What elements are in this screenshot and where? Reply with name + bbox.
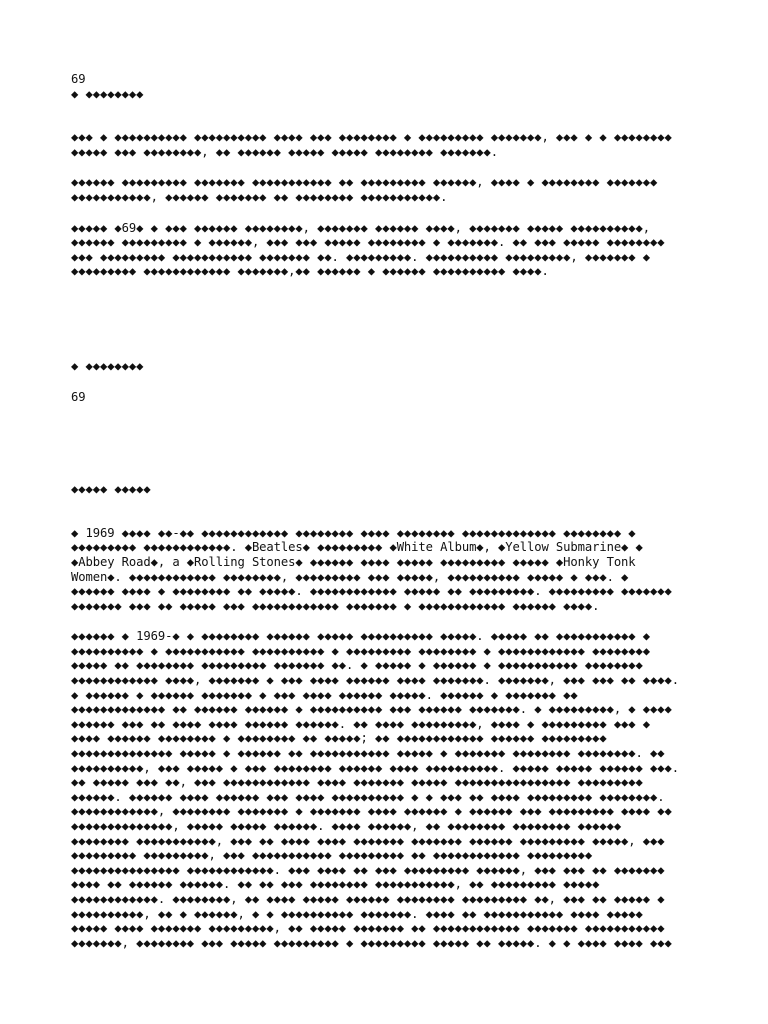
paragraph: ◆◆◆◆◆◆ ◆◆◆◆◆◆◆◆◆ ◆◆◆◆◆◆◆ ◆◆◆◆◆◆◆◆◆◆◆ ◆◆ ◆◆◆◆◆◆◆◆◆ ◆◆◆◆◆◆, ◆◆◆◆ ◆ ◆◆◆◆◆◆◆◆ ◆◆◆◆◆◆◆ ◆◆◆◆◆◆◆◆◆◆◆, ◆◆◆◆◆◆ ◆◆◆◆◆◆◆ ◆◆ ◆◆◆◆◆◆◆◆ ◆◆◆◆◆◆◆◆◆◆◆. <box>71 175 658 204</box>
paragraph: ◆◆◆◆◆ ◆69◆ ◆ ◆◆◆ ◆◆◆◆◆◆ ◆◆◆◆◆◆◆◆, ◆◆◆◆◆◆◆ ◆◆◆◆◆◆ ◆◆◆◆, ◆◆◆◆◆◆◆ ◆◆◆◆◆ ◆◆◆◆◆◆◆◆◆◆, ◆◆◆◆◆◆ ◆◆◆◆◆◆◆◆◆ ◆ ◆◆◆◆◆◆, ◆◆◆ ◆◆◆ ◆◆◆◆◆ ◆◆◆◆◆◆◆◆ ◆ ◆◆◆◆◆◆◆. ◆◆ ◆◆◆ ◆◆◆◆◆ ◆◆◆◆◆◆◆◆ ◆◆◆ ◆◆◆◆◆◆◆◆◆ ◆◆◆◆◆◆◆◆◆◆◆ ◆◆◆◆◆◆◆ ◆◆. ◆◆◆◆◆◆◆◆◆. ◆◆◆◆◆◆◆◆◆◆ ◆◆◆◆◆◆◆◆◆, ◆◆◆◆◆◆◆ ◆ ◆◆◆◆◆◆◆◆◆ ◆◆◆◆◆◆◆◆◆◆◆◆ ◆◆◆◆◆◆◆,◆◆ ◆◆◆◆◆◆ ◆ ◆◆◆◆◆◆ ◆◆◆◆◆◆◆◆◆◆ ◆◆◆◆. <box>71 220 665 279</box>
paragraph: ◆◆◆ ◆ ◆◆◆◆◆◆◆◆◆◆ ◆◆◆◆◆◆◆◆◆◆ ◆◆◆◆ ◆◆◆ ◆◆◆◆◆◆◆◆ ◆ ◆◆◆◆◆◆◆◆◆ ◆◆◆◆◆◆◆, ◆◆◆ ◆ ◆ ◆◆◆◆◆◆◆◆ ◆◆◆◆◆ ◆◆◆ ◆◆◆◆◆◆◆◆, ◆◆ ◆◆◆◆◆◆ ◆◆◆◆◆ ◆◆◆◆◆ ◆◆◆◆◆◆◆◆ ◆◆◆◆◆◆◆. <box>71 130 672 159</box>
section-label: ◆ ◆◆◆◆◆◆◆◆ <box>71 358 144 373</box>
section-page-number: 69 <box>71 389 86 404</box>
chapter-title: ◆◆◆◆◆ ◆◆◆◆◆ <box>71 482 151 497</box>
page-number: 69 <box>71 72 86 86</box>
paragraph: ◆◆◆◆◆◆ ◆ 1969-◆ ◆ ◆◆◆◆◆◆◆◆ ◆◆◆◆◆◆ ◆◆◆◆◆ ◆◆◆◆◆◆◆◆◆◆ ◆◆◆◆◆. ◆◆◆◆◆ ◆◆ ◆◆◆◆◆◆◆◆◆◆◆ ◆ ◆◆◆◆◆◆◆◆◆◆ ◆ ◆◆◆◆◆◆◆◆◆◆◆ ◆◆◆◆◆◆◆◆◆◆ ◆ ◆◆◆◆◆◆◆◆◆ ◆◆◆◆◆◆◆◆ ◆ ◆◆◆◆◆◆◆◆◆◆◆◆ ◆◆◆◆◆◆◆◆ ◆◆◆◆◆ ◆◆ ◆◆◆◆◆◆◆◆ ◆◆◆◆◆◆◆◆◆ ◆◆◆◆◆◆◆ ◆◆. ◆ ◆◆◆◆◆ ◆ ◆◆◆◆◆◆ ◆ ◆◆◆◆◆◆◆◆◆◆◆ ◆◆◆◆◆◆◆◆ ◆◆◆◆◆◆◆◆◆◆◆◆ ◆◆◆◆, ◆◆◆◆◆◆◆ ◆ ◆◆◆ ◆◆◆◆ ◆◆◆◆◆◆ ◆◆◆◆ ◆◆◆◆◆◆◆. ◆◆◆◆◆◆◆, ◆◆◆ ◆◆◆ ◆◆ ◆◆◆◆. ◆ ◆◆◆◆◆◆ ◆ ◆◆◆◆◆◆ ◆◆◆◆◆◆◆ ◆ ◆◆◆ ◆◆◆◆ ◆◆◆◆◆◆ ◆◆◆◆◆. ◆◆◆◆◆◆ ◆ ◆◆◆◆◆◆◆ ◆◆ ◆◆◆◆◆◆◆◆◆◆◆◆◆ ◆◆ ◆◆◆◆◆◆ ◆◆◆◆◆◆ ◆ ◆◆◆◆◆◆◆◆◆◆ ◆◆◆ ◆◆◆◆◆◆ ◆◆◆◆◆◆◆. ◆ ◆◆◆◆◆◆◆◆◆, ◆ ◆◆◆◆ ◆◆◆◆◆◆ ◆◆◆ ◆◆ ◆◆◆◆ ◆◆◆◆ ◆◆◆◆◆◆ ◆◆◆◆◆◆. ◆◆ ◆◆◆◆ ◆◆◆◆◆◆◆◆◆, ◆◆◆◆ ◆ ◆◆◆◆◆◆◆◆◆ ◆◆◆ ◆ ◆◆◆◆ ◆◆◆◆◆◆ ◆◆◆◆◆◆◆◆ ◆ ◆◆◆◆◆◆◆◆ ◆◆ ◆◆◆◆◆; ◆◆ ◆◆◆◆◆◆◆◆◆◆◆◆ ◆◆◆◆◆◆ ◆◆◆◆◆◆◆◆◆ ◆◆◆◆◆◆◆◆◆◆◆◆◆◆ ◆◆◆◆◆ ◆ ◆◆◆◆◆◆ ◆◆ ◆◆◆◆◆◆◆◆◆◆◆ ◆◆◆◆◆ ◆ ◆◆◆◆◆◆◆ ◆◆◆◆◆◆◆◆ ◆◆◆◆◆◆◆◆. ◆◆ ◆◆◆◆◆◆◆◆◆◆, ◆◆◆ ◆◆◆◆◆ ◆ ◆◆◆ ◆◆◆◆◆◆◆◆ ◆◆◆◆◆◆ ◆◆◆◆ ◆◆◆◆◆◆◆◆◆◆. ◆◆◆◆◆ ◆◆◆◆◆ ◆◆◆◆◆◆ ◆◆◆. ◆◆ ◆◆◆◆◆ ◆◆◆ ◆◆, ◆◆◆ ◆◆◆◆◆◆◆◆◆◆◆◆ ◆◆◆◆ ◆◆◆◆◆◆◆ ◆◆◆◆◆ ◆◆◆◆◆◆◆◆◆◆◆◆◆◆◆◆ ◆◆◆◆◆◆◆◆◆ ◆◆◆◆◆◆. ◆◆◆◆◆◆ ◆◆◆◆ ◆◆◆◆◆◆ ◆◆◆ ◆◆◆◆ ◆◆◆◆◆◆◆◆◆◆ ◆ ◆ ◆◆◆ ◆◆ ◆◆◆◆ ◆◆◆◆◆◆◆◆◆ ◆◆◆◆◆◆◆◆. ◆◆◆◆◆◆◆◆◆◆◆◆, ◆◆◆◆◆◆◆◆ ◆◆◆◆◆◆◆ ◆ ◆◆◆◆◆◆◆ ◆◆◆◆ ◆◆◆◆◆◆ ◆ ◆◆◆◆◆◆ ◆◆◆ ◆◆◆◆◆◆◆◆◆ ◆◆◆◆ ◆◆ ◆◆◆◆◆◆◆◆◆◆◆◆◆◆, ◆◆◆◆◆ ◆◆◆◆◆ ◆◆◆◆◆◆. ◆◆◆◆ ◆◆◆◆◆◆, ◆◆ ◆◆◆◆◆◆◆◆ ◆◆◆◆◆◆◆◆ ◆◆◆◆◆◆ ◆◆◆◆◆◆◆◆ ◆◆◆◆◆◆◆◆◆◆◆, ◆◆◆ ◆◆ ◆◆◆◆ ◆◆◆◆ ◆◆◆◆◆◆◆ ◆◆◆◆◆◆◆ ◆◆◆◆◆◆ ◆◆◆◆◆◆◆◆◆ ◆◆◆◆◆, ◆◆◆ ◆◆◆◆◆◆◆◆◆ ◆◆◆◆◆◆◆◆◆, ◆◆◆ ◆◆◆◆◆◆◆◆◆◆◆ ◆◆◆◆◆◆◆◆◆ ◆◆ ◆◆◆◆◆◆◆◆◆◆◆◆ ◆◆◆◆◆◆◆◆◆ ◆◆◆◆◆◆◆◆◆◆◆◆◆◆◆ ◆◆◆◆◆◆◆◆◆◆◆◆. ◆◆◆ ◆◆◆◆ ◆◆ ◆◆◆ ◆◆◆◆◆◆◆◆◆ ◆◆◆◆◆◆, ◆◆◆ ◆◆◆ ◆◆ ◆◆◆◆◆◆◆ ◆◆◆◆ ◆◆ ◆◆◆◆◆◆ ◆◆◆◆◆◆. ◆◆ ◆◆ ◆◆◆ ◆◆◆◆◆◆◆◆ ◆◆◆◆◆◆◆◆◆◆◆, ◆◆ ◆◆◆◆◆◆◆◆◆ ◆◆◆◆◆ ◆◆◆◆◆◆◆◆◆◆◆◆. ◆◆◆◆◆◆◆◆, ◆◆ ◆◆◆◆ ◆◆◆◆◆ ◆◆◆◆◆◆ ◆◆◆◆◆◆◆◆ ◆◆◆◆◆◆◆◆◆ ◆◆, ◆◆◆ ◆◆ ◆◆◆◆◆ ◆ ◆◆◆◆◆◆◆◆◆◆, ◆◆ ◆ ◆◆◆◆◆◆, ◆ ◆ ◆◆◆◆◆◆◆◆◆◆ ◆◆◆◆◆◆◆. ◆◆◆◆ ◆◆ ◆◆◆◆◆◆◆◆◆◆◆ ◆◆◆◆ ◆◆◆◆◆ ◆◆◆◆◆ ◆◆◆◆ ◆◆◆◆◆◆◆ ◆◆◆◆◆◆◆◆◆, ◆◆ ◆◆◆◆◆ ◆◆◆◆◆◆◆ ◆◆ ◆◆◆◆◆◆◆◆◆◆◆◆ ◆◆◆◆◆◆◆ ◆◆◆◆◆◆◆◆◆◆◆ ◆◆◆◆◆◆◆, ◆◆◆◆◆◆◆◆ ◆◆◆ ◆◆◆◆◆ ◆◆◆◆◆◆◆◆◆ ◆ ◆◆◆◆◆◆◆◆◆ ◆◆◆◆◆ ◆◆ ◆◆◆◆◆. ◆ ◆ ◆◆◆◆ ◆◆◆◆ ◆◆◆ <box>71 629 679 950</box>
running-header: ◆ ◆◆◆◆◆◆◆◆ <box>71 86 144 101</box>
paragraph: ◆ 1969 ◆◆◆◆ ◆◆-◆◆ ◆◆◆◆◆◆◆◆◆◆◆◆ ◆◆◆◆◆◆◆◆ ◆◆◆◆ ◆◆◆◆◆◆◆◆ ◆◆◆◆◆◆◆◆◆◆◆◆◆ ◆◆◆◆◆◆◆◆ ◆ ◆◆◆◆◆◆◆◆◆ ◆◆◆◆◆◆◆◆◆◆◆◆. ◆Beatles◆ ◆◆◆◆◆◆◆◆◆ ◆White Album◆, ◆Yellow Submarine◆ ◆ ◆Abbey Road◆, a ◆Rolling Stones◆ ◆◆◆◆◆◆ ◆◆◆◆ ◆◆◆◆◆ ◆◆◆◆◆◆◆◆◆ ◆◆◆◆◆ ◆Honky Tonk Women◆. ◆◆◆◆◆◆◆◆◆◆◆◆ ◆◆◆◆◆◆◆◆, ◆◆◆◆◆◆◆◆◆ ◆◆◆ ◆◆◆◆◆, ◆◆◆◆◆◆◆◆◆◆ ◆◆◆◆◆ ◆ ◆◆◆. ◆ ◆◆◆◆◆◆ ◆◆◆◆ ◆ ◆◆◆◆◆◆◆◆ ◆◆ ◆◆◆◆◆. ◆◆◆◆◆◆◆◆◆◆◆◆ ◆◆◆◆◆ ◆◆ ◆◆◆◆◆◆◆◆◆. ◆◆◆◆◆◆◆◆◆ ◆◆◆◆◆◆◆ ◆◆◆◆◆◆◆ ◆◆◆ ◆◆ ◆◆◆◆◆ ◆◆◆ ◆◆◆◆◆◆◆◆◆◆◆◆ ◆◆◆◆◆◆◆ ◆ ◆◆◆◆◆◆◆◆◆◆◆◆ ◆◆◆◆◆◆ ◆◆◆◆. <box>71 525 672 613</box>
document-page <box>71 72 701 950</box>
